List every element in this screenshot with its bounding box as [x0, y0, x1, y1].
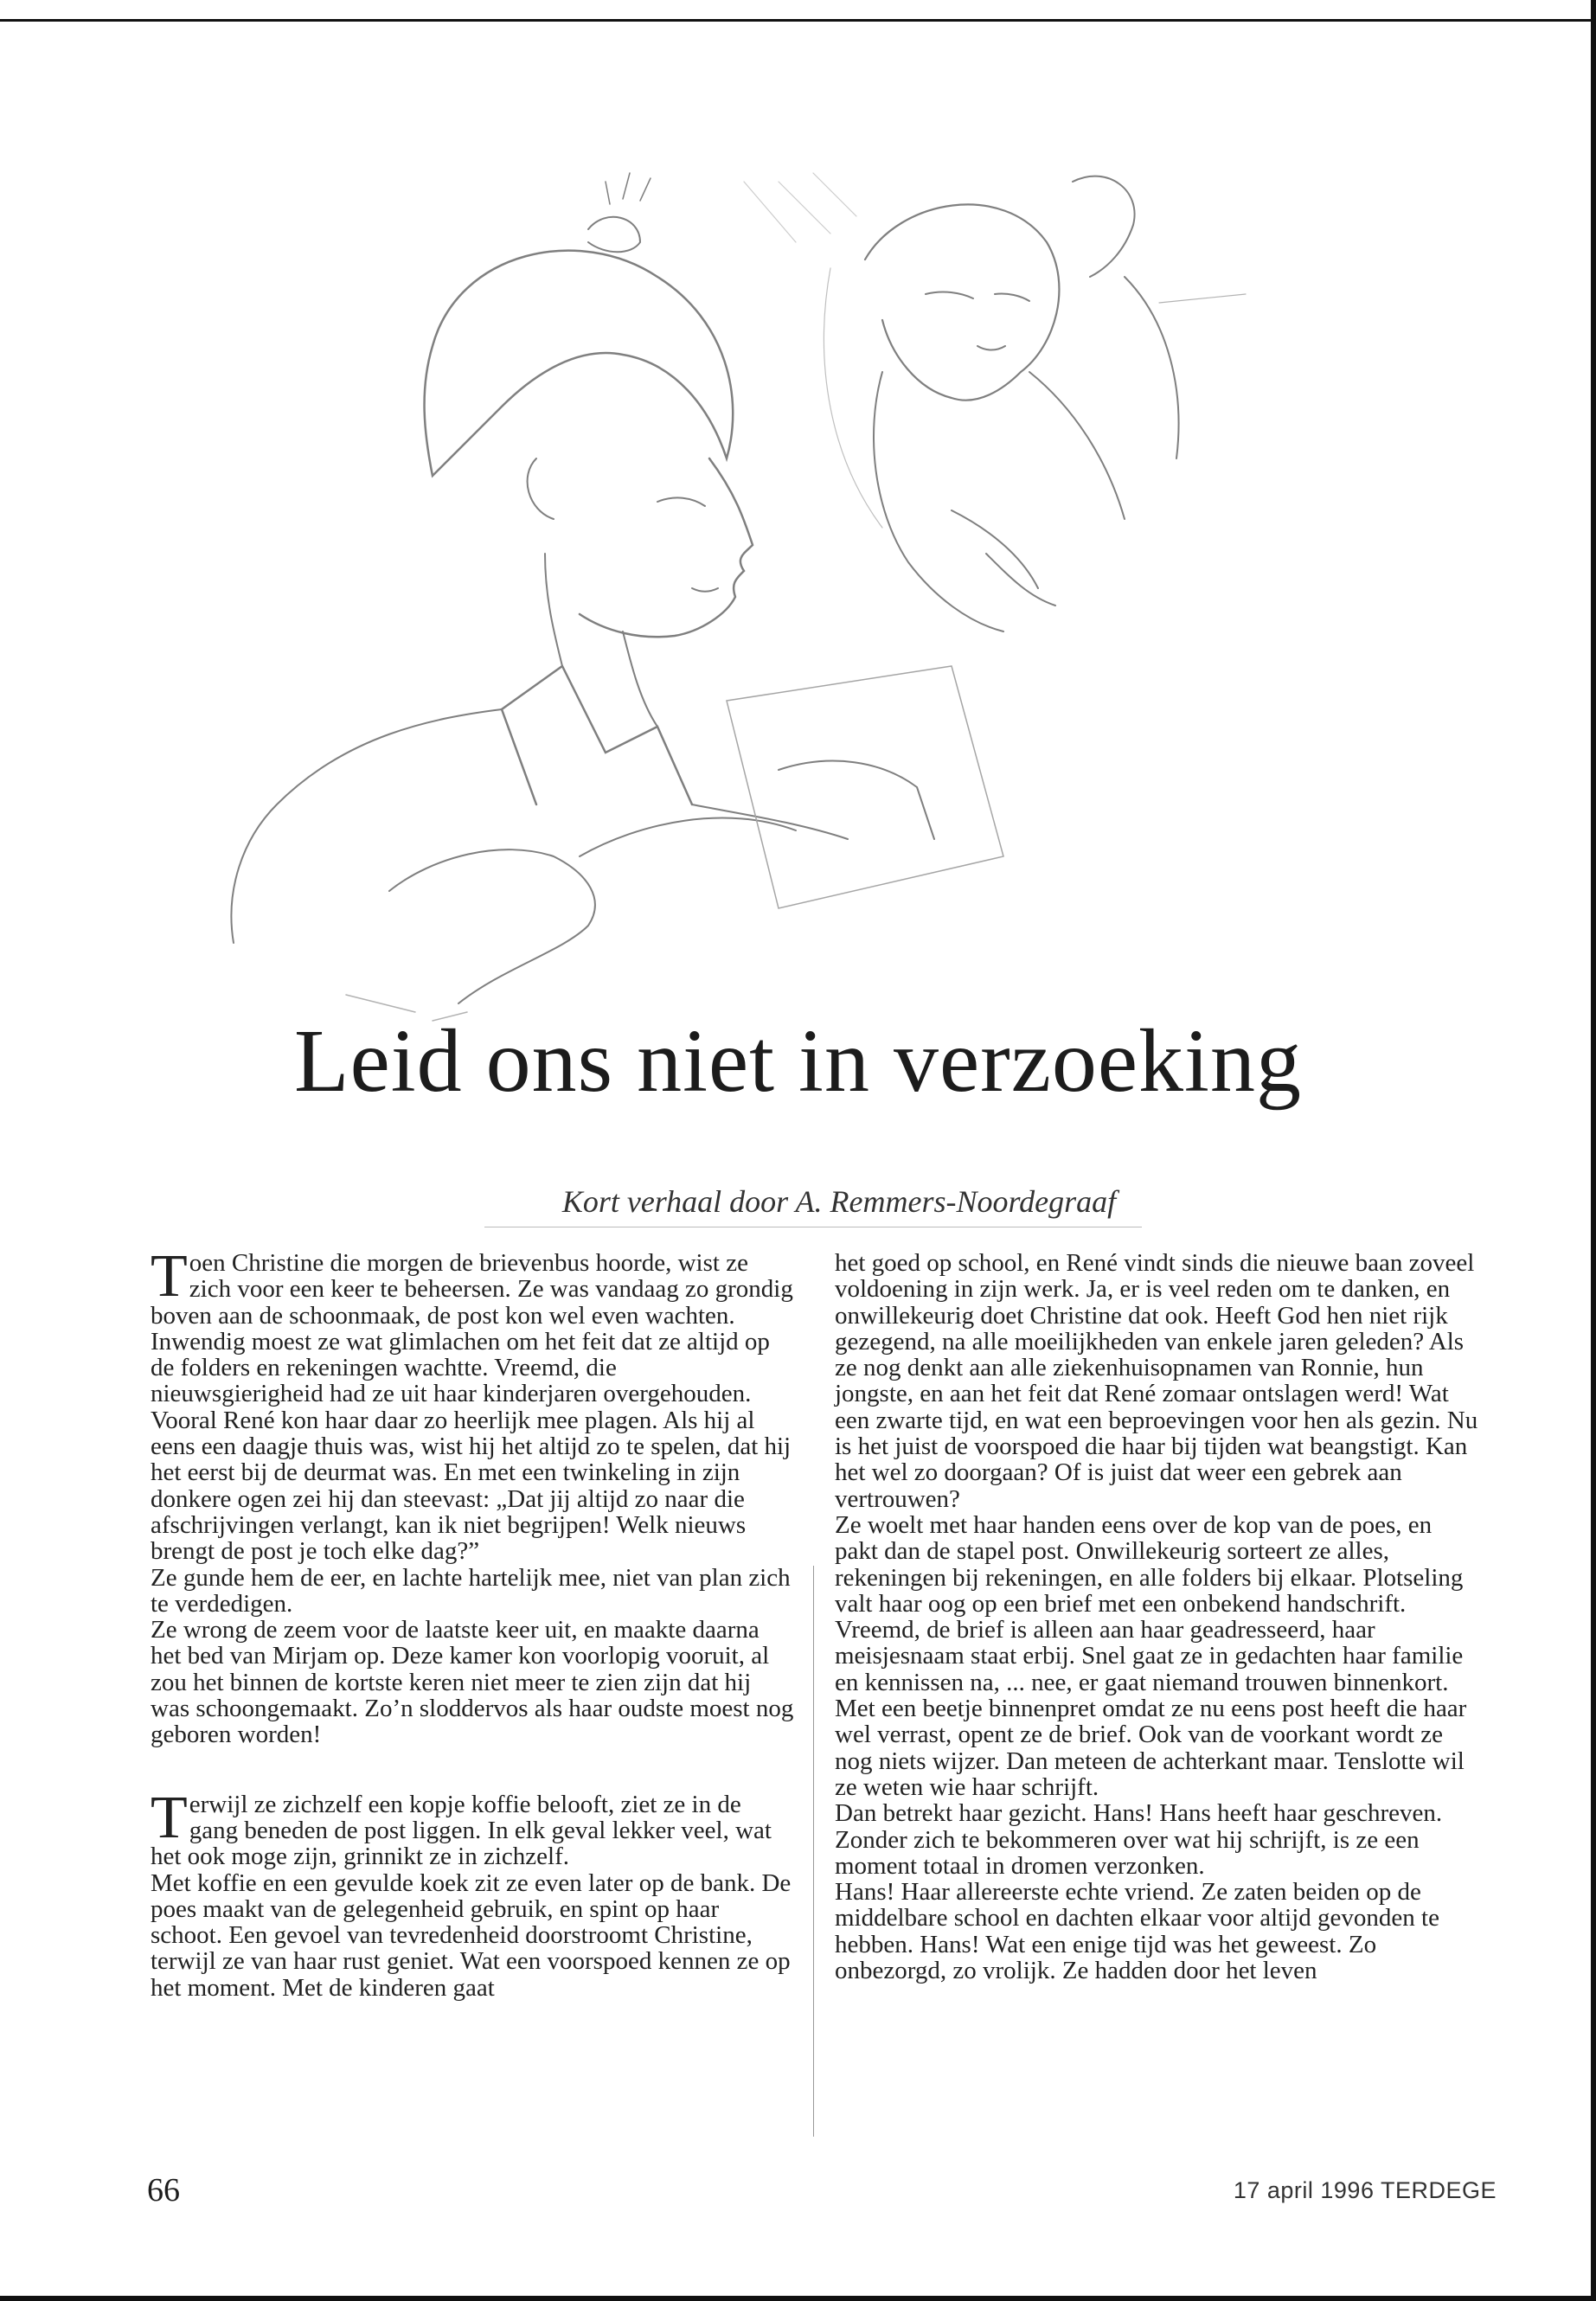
girl-face-icon	[580, 458, 753, 637]
page-number: 66	[147, 2172, 180, 2208]
couple-sketch-icon	[865, 204, 1059, 400]
hand-icon	[389, 849, 595, 1003]
drop-cap: T	[151, 1243, 188, 1310]
paragraph: Met koffie en een gevulde koek zit ze even later op de bank. De poes maakt van de gelegenheid gebruik, en spint op haar schoot. Een gevoel van tevredenheid doorstroomt Christine, terwijl ze van haar rust geniet. Wat een voorspoed kennen ze op het moment. Met de kinderen gaat	[151, 1868, 792, 2002]
text-column-left	[151, 1243, 795, 2002]
paragraph: het goed op school, en René vindt sinds die nieuwe baan zoveel voldoening in zijn werk. Ja, er is veel reden om te danken, en onwillekeurig doet Christine dat ook. Heeft God hen niet rijk gezegend, na alle moeilijkheden van enkele jaren geleden? Als ze nog denkt aan alle ziekenhuisopnamen van Ronnie, hun jongste, en aan het feit dat René zomaar ontslagen werd! Wat een zwarte tijd, en wat een beproevingen voor hen als gezin. Nu is het juist de voorspoed die haar bij tijden wat beangstigt. Kan het wel zo doorgaan? Of is juist dat weer een gebrek aan vertrouwen?	[835, 1249, 1478, 1513]
article-title: Leid ons niet in verzoeking	[294, 1011, 1302, 1111]
issue-footer: 17 april 1996 TERDEGE	[1233, 2177, 1497, 2203]
paragraph-text: erwijl ze zichzelf een kopje koffie belooft, ziet ze in de gang beneden de post liggen. In elk geval lekker veel, wat het ook moge zijn, grinnikt ze in zichzelf.	[151, 1790, 772, 1871]
drop-cap: T	[151, 1784, 188, 1851]
top-border	[0, 19, 1596, 22]
paragraph: Ze woelt met haar handen eens over de kop van de poes, en pakt dan de stapel post. Onwillekeurig sorteert ze alles, rekeningen bij rekeningen, en alle folders bij elkaar. Plotseling valt haar oog op een brief met een onbekend handschrift. Vreemd, de brief is alleen aan haar geadresseerd, haar meisjesnaam staat erbij. Snel gaat ze in gedachten haar familie en kennissen na, ... nee, er gaat niemand trouwen binnenkort. Met een beetje binnenpret omdat ze nu eens post heeft die haar wel verrast, opent ze de brief. Ook van de voorkant wordt ze nog niets wijzer. Dan meteen de achterkant maar. Tenslotte wil ze weten wie haar schrijft.	[835, 1510, 1467, 1801]
paragraph: Inwendig moest ze wat glimlachen om het feit dat ze altijd op de folders en rekeningen wachtte. Vreemd, die nieuwsgierigheid had ze uit haar kinderjaren overgehouden. Vooral René kon haar daar zo heerlijk mee plagen. Als hij al eens een daagje thuis was, wist hij het altijd zo te spelen, dat hij het eerst bij de deurmat was. En met een twinkeling in zijn donkere ogen zei hij dan steevast: „Dat jij altijd zo naar die afschrijvingen verlangt, kan ik niet begrijpen! Welk nieuws brengt de post je toch elke dag?”	[151, 1327, 792, 1566]
paragraph: Ze wrong de zeem voor de laatste keer uit, en maakte daarna het bed van Mirjam op. Deze kamer kon voorlopig vooruit, al zou het binnen de kortste keren niet meer te zien zijn dat hij was schoongemaakt. Zo’n sloddervos als haar oudste moest nog geboren worden!	[151, 1616, 794, 1749]
paragraph: Ze gunde hem de eer, en lachte hartelijk mee, niet van plan zich te verdedigen.	[151, 1563, 791, 1618]
paragraph	[151, 1243, 795, 1330]
column-divider	[813, 1566, 814, 2137]
right-border	[1591, 0, 1596, 2301]
paragraph-text: oen Christine die morgen de brievenbus hoorde, wist ze zich voor een keer te beheersen. Ze was vandaag zo grondig boven aan de schoonmaak, de post kon wel even wachten.	[151, 1249, 793, 1330]
paragraph: Hans! Haar allereerste echte vriend. Ze zaten beiden op de middelbare school en dachten elkaar voor altijd gevonden te hebben. Hans! Wat een enige tijd was het geweest. Zo onbezorgd, zo vrolijk. Ze hadden door het leven	[835, 1878, 1439, 1985]
paragraph	[151, 1784, 795, 1871]
girl-hair-icon	[425, 251, 734, 476]
text-column-right	[835, 1250, 1479, 1984]
paragraph: Dan betrekt haar gezicht. Hans! Hans heeft haar geschreven. Zonder zich te bekommeren over wat hij schrijft, is ze een moment totaal in dromen verzonken.	[835, 1799, 1443, 1880]
bottom-border	[0, 2296, 1596, 2301]
article-byline: Kort verhaal door A. Remmers-Noordegraaf	[561, 1184, 1117, 1219]
collar-icon	[502, 666, 692, 804]
section-gap	[151, 1748, 795, 1791]
sketch-illustration	[173, 147, 1298, 1038]
letter-icon	[727, 666, 1003, 908]
